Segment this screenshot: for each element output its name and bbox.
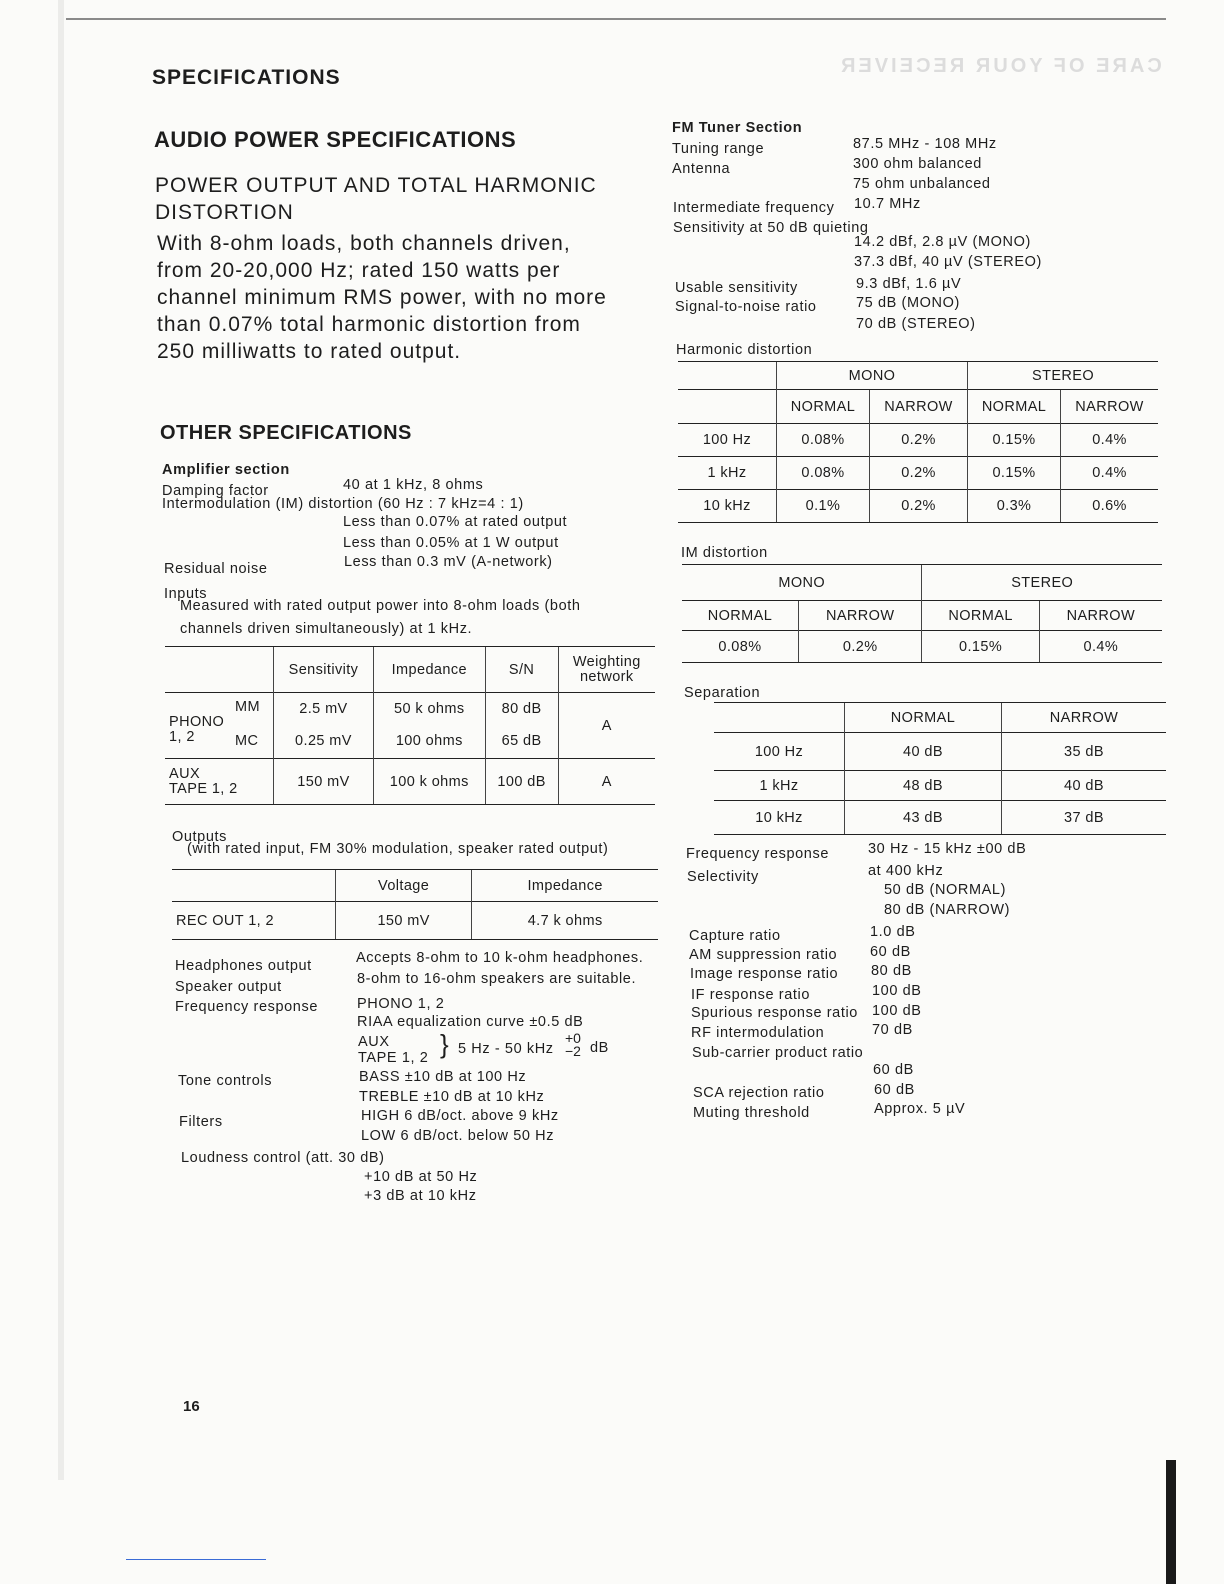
capture-value: 1.0 dB (870, 924, 916, 940)
inputs-table (165, 646, 655, 805)
rf-label: RF intermodulation (691, 1025, 825, 1041)
imd-label: IM distortion (681, 545, 768, 561)
sca-label: SCA rejection ratio (693, 1085, 825, 1101)
imd-table (682, 564, 1162, 663)
cell: 0.15% (968, 424, 1061, 457)
freq-label: Frequency response (175, 999, 318, 1015)
tone-label: Tone controls (178, 1073, 273, 1089)
cell: A (558, 759, 655, 805)
sens-value: 37.3 dBf, 40 µV (STEREO) (854, 254, 1042, 270)
capture-label: Capture ratio (689, 928, 781, 944)
phono-label: PHONO (169, 714, 225, 730)
image-label: Image response ratio (690, 966, 839, 982)
cell: 35 dB (1001, 733, 1166, 771)
fm-freq-label: Frequency response (686, 846, 829, 862)
para-line: from 20-20,000 Hz; rated 150 watts per (157, 259, 561, 282)
snr-value: 70 dB (STEREO) (856, 316, 976, 332)
tone-treble: TREBLE ±10 dB at 10 kHz (359, 1089, 545, 1105)
fm-freq-value: 30 Hz - 15 kHz ±00 dB (868, 841, 1027, 857)
para-line: channel minimum RMS power, with no more (157, 286, 607, 309)
cell: 40 dB (845, 733, 1002, 771)
cell: 0.6% (1061, 490, 1158, 523)
para-line: than 0.07% total harmonic distortion from (157, 313, 581, 336)
row-label: 100 Hz (678, 424, 777, 457)
table-row (678, 457, 1158, 490)
cell: 100 k ohms (373, 759, 485, 805)
outputs-table (172, 869, 658, 940)
cell: 2.5 mV (274, 693, 374, 725)
filter-low: LOW 6 dB/oct. below 50 Hz (361, 1128, 555, 1144)
power-subheading (155, 172, 597, 226)
group-header: MONO (682, 565, 922, 601)
table-row (714, 771, 1166, 801)
antenna-value: 300 ohm balanced (853, 156, 982, 172)
tape-label: TAPE 1, 2 (169, 780, 238, 797)
col-header: NORMAL (845, 703, 1002, 733)
mute-label: Muting threshold (693, 1105, 810, 1121)
cell: 43 dB (845, 801, 1002, 835)
col-header: NARROW (869, 390, 967, 424)
snr-label: Signal-to-noise ratio (675, 299, 817, 315)
sub-value: 60 dB (873, 1062, 914, 1078)
group-header: STEREO (922, 565, 1162, 601)
cell: 150 mV (336, 902, 472, 940)
col-header: NARROW (1061, 390, 1158, 424)
bleed-through-heading: CARE OF YOUR RECEIVER (838, 55, 1162, 77)
mute-value: Approx. 5 µV (874, 1101, 966, 1117)
row-label: 10 kHz (678, 490, 777, 523)
selectivity-value: at 400 kHz (868, 863, 944, 879)
cell: 0.25 mV (274, 725, 374, 759)
cell: 65 dB (485, 725, 558, 759)
amp-heading: Amplifier section (162, 462, 290, 478)
top-rule (66, 18, 1166, 20)
subheading-line: POWER OUTPUT AND TOTAL HARMONIC (155, 174, 597, 197)
aux-label: AUX (169, 765, 201, 782)
page-number: 16 (183, 1398, 200, 1415)
footer-link-line (126, 1559, 266, 1560)
cell: 0.08% (682, 631, 798, 663)
cell: 0.2% (869, 424, 967, 457)
table-row (678, 424, 1158, 457)
sens-label: Sensitivity at 50 dB quieting (673, 220, 869, 236)
tuning-value: 87.5 MHz - 108 MHz (853, 136, 997, 152)
sens-value: 14.2 dBf, 2.8 µV (MONO) (854, 234, 1031, 250)
phono-num: 1, 2 (169, 729, 195, 745)
inputs-note: channels driven simultaneously) at 1 kHz. (180, 621, 473, 637)
col-header: Sensitivity (274, 647, 374, 693)
row-label (165, 759, 274, 805)
outputs-note: (with rated input, FM 30% modulation, speaker rated output) (187, 841, 609, 857)
row-label: REC OUT 1, 2 (172, 902, 336, 940)
row-label: 10 kHz (714, 801, 845, 835)
speaker-label: Speaker output (175, 979, 282, 995)
outputs-label: Outputs (172, 829, 227, 845)
harmonic-table (678, 361, 1158, 523)
group-header: MONO (777, 362, 968, 390)
tolerance-plus: +0 (565, 1030, 581, 1046)
tuning-label: Tuning range (672, 141, 765, 157)
row-label: 1 kHz (678, 457, 777, 490)
row-label: 1 kHz (714, 771, 845, 801)
cell: 0.08% (777, 457, 870, 490)
cell: 0.1% (777, 490, 870, 523)
cell: 0.15% (922, 631, 1039, 663)
spur-label: Spurious response ratio (691, 1005, 858, 1021)
cell: 0.2% (869, 490, 967, 523)
col-header: NARROW (1001, 703, 1166, 733)
cell: A (558, 693, 655, 759)
cell: 48 dB (845, 771, 1002, 801)
freq-aux-value: 5 Hz - 50 kHz (458, 1041, 554, 1057)
cell: 0.08% (777, 424, 870, 457)
para-line: With 8-ohm loads, both channels driven, (157, 232, 571, 255)
residual-label: Residual noise (164, 561, 268, 577)
table-row (682, 631, 1162, 663)
cell: 0.2% (869, 457, 967, 490)
antenna-value: 75 ohm unbalanced (853, 176, 991, 192)
loudness-value: +10 dB at 50 Hz (364, 1169, 478, 1185)
usable-label: Usable sensitivity (675, 280, 798, 296)
headphones-value: Accepts 8-ohm to 10 k-ohm headphones. (356, 950, 644, 966)
audio-heading: AUDIO POWER SPECIFICATIONS (154, 127, 517, 152)
col-header: NARROW (798, 601, 922, 631)
subheading-line: DISTORTION (155, 201, 294, 224)
if-value: 10.7 MHz (854, 196, 921, 212)
col-header-line: Weighting (572, 653, 641, 670)
cell: 0.4% (1039, 631, 1162, 663)
cell: 0.4% (1061, 424, 1158, 457)
separation-label: Separation (684, 685, 761, 701)
cell: 80 dB (485, 693, 558, 725)
col-header: Impedance (472, 870, 658, 902)
row-label: 100 Hz (714, 733, 845, 771)
freq-tape: TAPE 1, 2 (358, 1050, 429, 1066)
residual-value: Less than 0.3 mV (A-network) (344, 554, 553, 570)
filter-high: HIGH 6 dB/oct. above 9 kHz (361, 1108, 559, 1124)
speaker-value: 8-ohm to 16-ohm speakers are suitable. (357, 971, 637, 987)
freq-aux-block (358, 1034, 428, 1066)
power-paragraph (157, 230, 607, 365)
tone-bass: BASS ±10 dB at 100 Hz (359, 1069, 527, 1085)
freq-phono: PHONO 1, 2 (357, 996, 445, 1012)
table-row (714, 801, 1166, 835)
ifr-value: 100 dB (872, 983, 922, 999)
cell: 40 dB (1001, 771, 1166, 801)
im-value: Less than 0.07% at rated output (343, 514, 568, 530)
freq-aux-tolerance (565, 1032, 581, 1058)
table-row (165, 693, 655, 725)
cell: 4.7 k ohms (472, 902, 658, 940)
if-label: Intermediate frequency (673, 200, 835, 216)
col-header: NARROW (1039, 601, 1162, 631)
cell: 100 dB (485, 759, 558, 805)
ifr-label: IF response ratio (691, 987, 810, 1003)
loudness-value: +3 dB at 10 kHz (364, 1188, 477, 1204)
table-row (714, 733, 1166, 771)
table-row (165, 759, 655, 805)
col-header: NORMAL (777, 390, 870, 424)
col-header: NORMAL (682, 601, 798, 631)
table-row (678, 490, 1158, 523)
selectivity-value: 50 dB (NORMAL) (884, 882, 1007, 898)
col-header: Voltage (336, 870, 472, 902)
harmonic-label: Harmonic distortion (676, 342, 813, 358)
im-label: Intermodulation (IM) distortion (60 Hz : 7 kHz=4 : 1) (162, 496, 524, 512)
col-header: NORMAL (922, 601, 1039, 631)
page-title: SPECIFICATIONS (152, 66, 341, 89)
group-header: STEREO (968, 362, 1158, 390)
page-edge-bar (1166, 1460, 1176, 1584)
selectivity-label: Selectivity (687, 869, 759, 885)
col-header: Impedance (373, 647, 485, 693)
cell: 0.2% (798, 631, 922, 663)
am-value: 60 dB (870, 944, 911, 960)
snr-value: 75 dB (MONO) (856, 295, 960, 311)
inputs-label: Inputs (164, 586, 208, 602)
other-heading: OTHER SPECIFICATIONS (160, 422, 412, 444)
separation-table (714, 702, 1166, 835)
cell: 0.15% (968, 457, 1061, 490)
cell: 37 dB (1001, 801, 1166, 835)
headphones-label: Headphones output (175, 958, 312, 974)
col-header: S/N (485, 647, 558, 693)
mm-label: MM (235, 699, 260, 715)
col-header (558, 647, 655, 693)
para-line: 250 milliwatts to rated output. (157, 340, 462, 363)
freq-aux: AUX (358, 1034, 390, 1050)
loudness-label: Loudness control (att. 30 dB) (181, 1150, 385, 1166)
freq-aux-unit: dB (590, 1040, 609, 1056)
fm-heading: FM Tuner Section (672, 120, 803, 136)
sca-value: 60 dB (874, 1082, 915, 1098)
rf-value: 70 dB (872, 1022, 913, 1038)
cell: 50 k ohms (373, 693, 485, 725)
cell: 150 mV (274, 759, 374, 805)
damping-value: 40 at 1 kHz, 8 ohms (343, 477, 484, 493)
freq-riaa: RIAA equalization curve ±0.5 dB (357, 1014, 584, 1030)
filters-label: Filters (179, 1114, 223, 1130)
inputs-note: Measured with rated output power into 8-ohm loads (both (180, 598, 581, 614)
mc-label: MC (235, 732, 259, 749)
im-value: Less than 0.05% at 1 W output (343, 535, 559, 551)
sub-label: Sub-carrier product ratio (692, 1045, 864, 1061)
cell: 100 ohms (373, 725, 485, 759)
col-header-line: network (579, 668, 634, 685)
antenna-label: Antenna (672, 161, 731, 177)
image-value: 80 dB (871, 963, 912, 979)
tolerance-minus: −2 (565, 1043, 581, 1059)
am-label: AM suppression ratio (689, 947, 838, 963)
col-header: NORMAL (968, 390, 1061, 424)
cell: 0.3% (968, 490, 1061, 523)
spur-value: 100 dB (872, 1003, 922, 1019)
cell: 0.4% (1061, 457, 1158, 490)
damping-label: Damping factor (162, 483, 269, 499)
table-row (172, 902, 658, 940)
usable-value: 9.3 dBf, 1.6 µV (856, 276, 962, 292)
brace-icon: } (440, 1029, 450, 1059)
selectivity-value: 80 dB (NARROW) (884, 902, 1011, 918)
binding-shadow (58, 0, 64, 1480)
